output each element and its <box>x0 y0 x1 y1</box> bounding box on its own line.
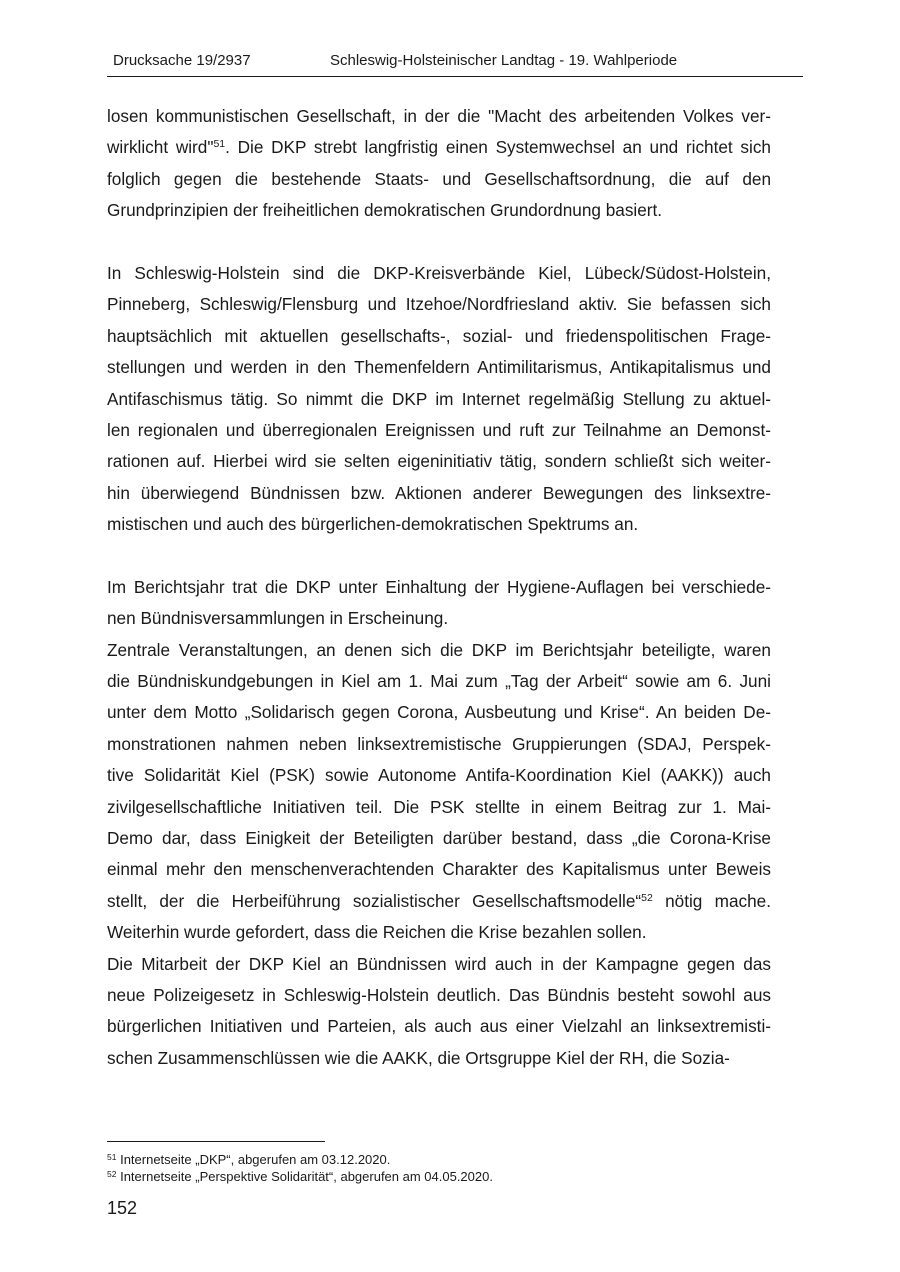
text-line: Grundprinzipien der freiheitlichen demokratischen Grundordnung basiert. <box>107 200 663 221</box>
text-fragment: wirklicht wird" <box>107 137 214 158</box>
text-line: folglich gegen die bestehende Staats- und Gesellschaftsordnung, die auf den <box>107 168 771 189</box>
text-line: Weiterhin wurde gefordert, dass die Reichen die Krise bezahlen sollen. <box>107 922 647 943</box>
text-line: hauptsächlich mit aktuellen gesellschafts-, sozial- und friedenspolitischen Frage- <box>107 325 771 346</box>
text-line: Demo dar, dass Einigkeit der Beteiligten darüber bestand, dass „die Corona-Krise <box>107 827 771 848</box>
footnote-text: Internetseite „Perspektive Solidarität“, abgerufen am 04.05.2020. <box>116 1169 493 1184</box>
text-line: Die Mitarbeit der DKP Kiel an Bündnissen wird auch in der Kampagne gegen das <box>107 953 771 974</box>
text-line: monstrationen nahmen neben linksextremistische Gruppierungen (SDAJ, Perspek- <box>107 733 771 754</box>
paragraph-spacer <box>107 227 771 258</box>
footnote-52 <box>107 1168 493 1185</box>
footnote-51 <box>107 1151 493 1168</box>
text-line: die Bündniskundgebungen in Kiel am 1. Mai zum „Tag der Arbeit“ sowie am 6. Juni <box>107 671 771 692</box>
footnote-reference[interactable]: 51 <box>213 138 226 151</box>
text-line: losen kommunistischen Gesellschaft, in der die "Macht des arbeitenden Volkes ver- <box>107 106 771 126</box>
text-line: neue Polizeigesetz in Schleswig-Holstein deutlich. Das Bündnis besteht sowohl aus <box>107 984 771 1005</box>
text-fragment: stellt, der die Herbeiführung sozialistischer Gesellschaftsmodelle“ <box>107 890 642 911</box>
text-line: rationen auf. Hierbei wird sie selten eigeninitiativ tätig, sondern schließt sich weiter- <box>107 451 771 472</box>
paragraph <box>107 572 771 635</box>
footnote-number: 51 <box>107 1152 117 1162</box>
text-line: In Schleswig-Holstein sind die DKP-Kreisverbände Kiel, Lübeck/Südost-Holstein, <box>107 262 771 283</box>
text-line: schen Zusammenschlüssen wie die AAKK, die Ortsgruppe Kiel der RH, die Sozia- <box>107 1047 730 1068</box>
text-line: Antifaschismus tätig. So nimmt die DKP im Internet regelmäßig Stellung zu aktuel- <box>107 388 771 409</box>
text-fragment: . Die DKP strebt langfristig einen Systemwechsel an und richtet sich <box>225 137 771 158</box>
text-line: Pinneberg, Schleswig/Flensburg und Itzehoe/Nordfriesland aktiv. Sie befassen sich <box>107 294 771 315</box>
page-number: 152 <box>107 1198 138 1218</box>
paragraph <box>107 258 771 541</box>
text-line: nen Bündnisversammlungen in Erscheinung. <box>107 608 449 629</box>
footnotes <box>107 1151 493 1185</box>
text-line: stellungen und werden in den Themenfeldern Antimilitarismus, Antikapitalismus und <box>107 357 771 378</box>
parliament-title: Schleswig-Holsteinischer Landtag - 19. Wahlperiode <box>330 52 678 69</box>
paragraph <box>107 949 771 1075</box>
paragraph <box>107 635 771 949</box>
text-line: einmal mehr den menschenverachtenden Charakter des Kapitalismus unter Beweis <box>107 859 771 880</box>
footnote-number: 52 <box>107 1169 117 1179</box>
text-line: unter dem Motto „Solidarisch gegen Corona, Ausbeutung und Krise“. An beiden De- <box>107 702 771 723</box>
footnote-divider <box>107 1141 325 1142</box>
text-line: hin überwiegend Bündnissen bzw. Aktionen anderer Bewegungen des linksextre- <box>107 482 771 503</box>
paragraph-spacer <box>107 540 771 571</box>
text-fragment: nötig mache. <box>652 890 771 911</box>
text-line: len regionalen und überregionalen Ereignissen und ruft zur Teilnahme an Demonst- <box>107 419 771 440</box>
text-line <box>107 886 771 917</box>
page-header <box>107 52 803 72</box>
footnote-reference[interactable]: 52 <box>641 891 653 904</box>
footnote-text: Internetseite „DKP“, abgerufen am 03.12.2020. <box>116 1152 391 1167</box>
text-line: bürgerlichen Initiativen und Parteien, als auch aus einer Vielzahl an linksextremisti- <box>107 1016 771 1037</box>
body-text <box>107 101 771 1074</box>
text-line: Zentrale Veranstaltungen, an denen sich die DKP im Berichtsjahr beteiligte, waren <box>107 639 771 660</box>
text-line: Im Berichtsjahr trat die DKP unter Einhaltung der Hygiene-Auflagen bei verschiede- <box>107 576 771 597</box>
header-divider <box>107 76 803 77</box>
text-line: mistischen und auch des bürgerlichen-demokratischen Spektrums an. <box>107 514 639 535</box>
document-number: Drucksache 19/2937 <box>113 52 251 69</box>
paragraph <box>107 101 771 227</box>
text-line: zivilgesellschaftliche Initiativen teil. Die PSK stellte in einem Beitrag zur 1. Mai- <box>107 796 771 817</box>
text-line: tive Solidarität Kiel (PSK) sowie Autonome Antifa-Koordination Kiel (AAKK)) auch <box>107 765 771 786</box>
text-line <box>107 132 771 163</box>
